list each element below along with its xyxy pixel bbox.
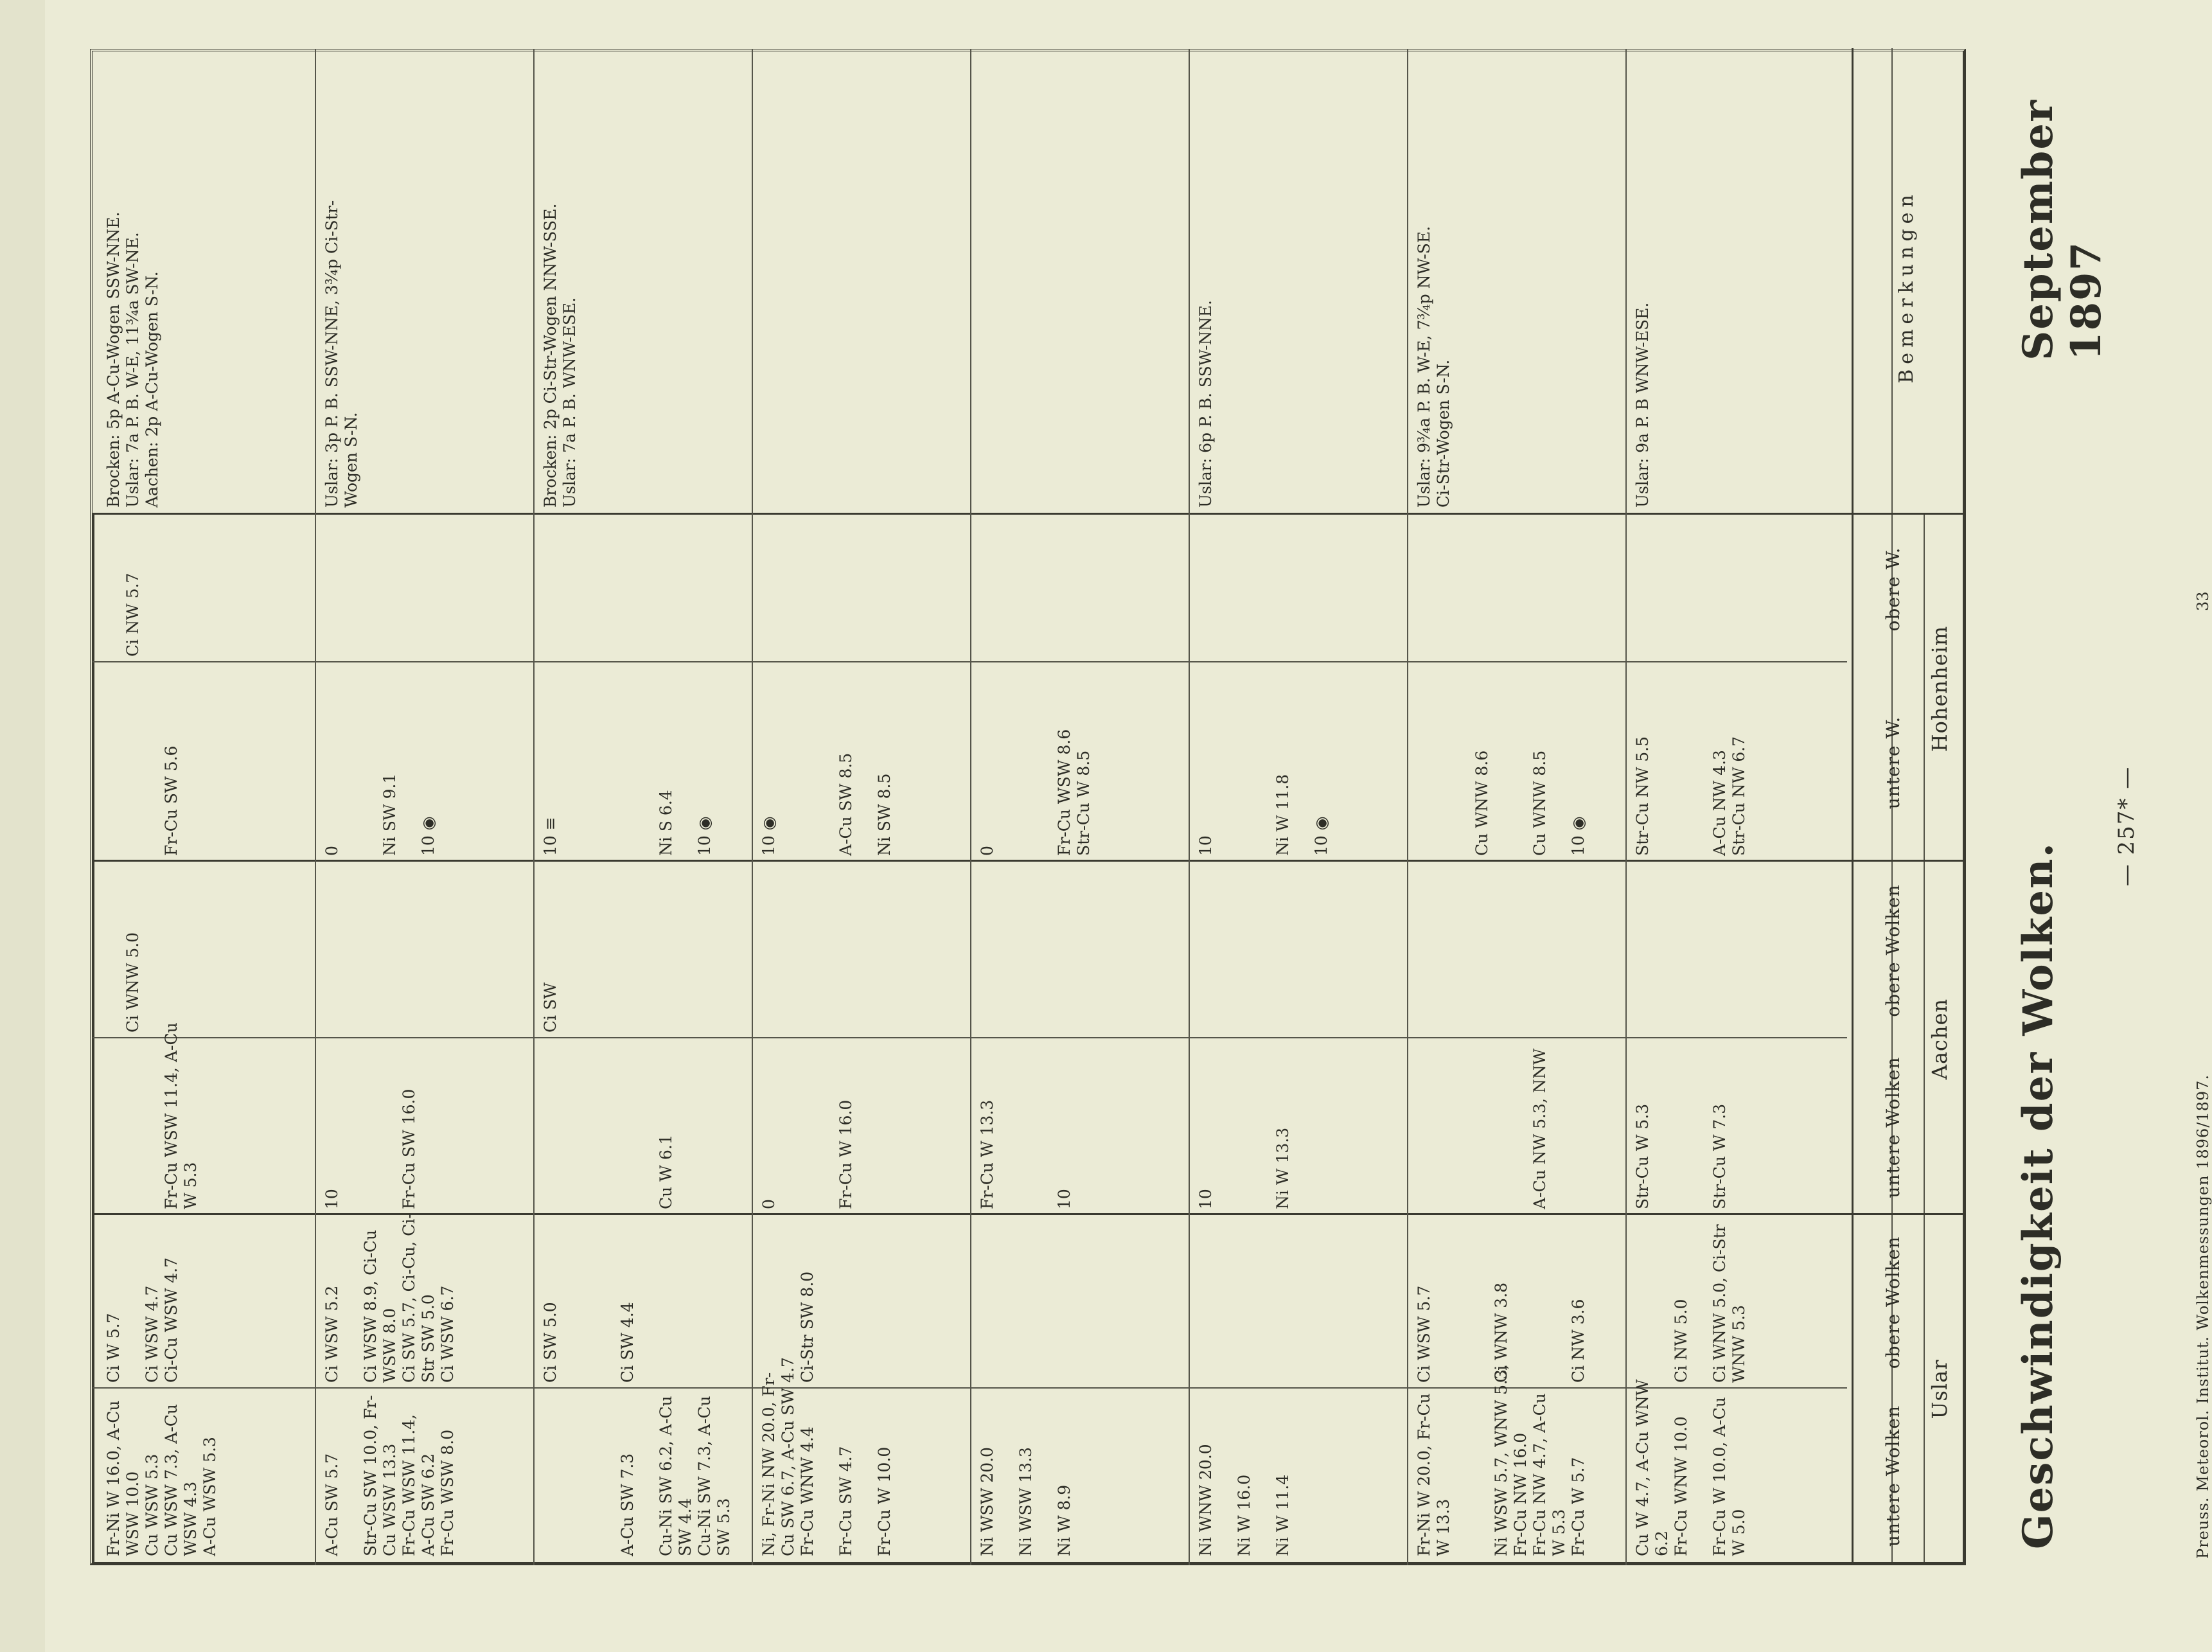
subheader-uslar-1: obere Wolken: [1882, 1236, 1904, 1369]
cell-uslar-ob: Ci NW 5.0 Ci WNW 5.0, Ci-Str WNW 5.3: [1672, 1224, 1748, 1383]
cell-hoh-unt: 10 ◉ A-Cu SW 8.5 Ni SW 8.5: [759, 752, 894, 856]
cell-aachen-unt: 0 Fr-Cu W 16.0: [759, 1099, 855, 1209]
row-separator: [752, 49, 753, 1565]
row-separator: [1189, 49, 1190, 1565]
subheader-uslar-0: untere Wolken: [1882, 1405, 1904, 1547]
cell-hoh-ob: Ci NW 5.7: [123, 573, 142, 657]
group-header-uslar: Uslar: [1927, 1359, 1952, 1419]
cell-uslar-unt: Ni, Fr-Ni NW 20.0, Fr- Cu SW 6.7, A-Cu SW 4.7 Fr-Cu WNW 4.4 Fr-Cu SW 4.7 Fr-Cu W 10.0: [759, 1357, 894, 1556]
cell-uslar-unt: Cu W 4.7, A-Cu WNW 6.2 Fr-Cu WNW 10.0 Fr-Cu W 10.0, A-Cu W 5.0: [1633, 1379, 1748, 1556]
subheader-hohenheim-1: obere W.: [1882, 547, 1904, 632]
cell-hoh-unt: 0 Ni SW 9.1 10 ◉: [323, 773, 438, 856]
cell-hoh-unt: Cu WNW 8.6 Cu WNW 8.5 10 ◉: [1473, 750, 1588, 856]
footer-sheet: 33: [2194, 591, 2212, 611]
cell-hoh-unt: 0 Fr-Cu WSW 8.6 Str-Cu W 8.5: [978, 729, 1093, 856]
row-separator: [533, 49, 535, 1565]
subheader-aachen-0: untere Wolken: [1882, 1056, 1904, 1198]
cell-hoh-unt: 10 ≡ Ni S 6.4 10 ◉: [541, 790, 714, 856]
cell-hoh-unt: Fr-Cu SW 5.6: [162, 745, 181, 856]
cell-hoh-unt: Str-Cu NW 5.5 A-Cu NW 4.3 Str-Cu NW 6.7: [1633, 736, 1748, 856]
cell-remarks: Brocken: 2p Ci-Str-Wogen NNW-SSE. Uslar: 7a P. B. WNW-ESE.: [541, 203, 579, 508]
cell-hoh-unt: 10 Ni W 11.8 10 ◉: [1196, 774, 1331, 856]
cell-uslar-unt: Ni WNW 20.0 Ni W 16.0 Ni W 11.4: [1196, 1444, 1292, 1556]
cell-uslar-ob: Ci WSW 5.2 Ci WSW 8.9, Ci-Cu WSW 8.0 Ci SW 5.7, Ci-Cu, Ci- Str SW 5.0 Ci WSW 6.7: [323, 1213, 457, 1383]
row-separator: [1625, 49, 1627, 1565]
remarks-header: Bemerkungen: [1895, 190, 1918, 384]
cell-aachen-unt: Fr-Cu W 13.3 10: [978, 1099, 1074, 1209]
cell-remarks: Uslar: 9a P. B WNW-ESE.: [1633, 302, 1652, 508]
cell-remarks: Brocken: 5p A-Cu-Wogen SSW-NNE. Uslar: 7a P. B. W-E, 11¾a SW-NE. Aachen: 2p A-Cu-Wogen S-N.: [104, 211, 161, 508]
month-label: September 1897: [2014, 99, 2110, 360]
cell-uslar-ob: Ci W 5.7 Ci WSW 4.7 Ci-Cu WSW 4.7: [104, 1257, 181, 1383]
cell-aachen-unt: Fr-Cu WSW 11.4, A-Cu W 5.3: [162, 1022, 200, 1209]
subheader-aachen-1: obere Wolken: [1882, 884, 1904, 1017]
cell-aachen-unt: Cu W 6.1: [657, 1134, 675, 1209]
row-separator: [315, 49, 316, 1565]
cell-uslar-unt: A-Cu SW 5.7 Str-Cu SW 10.0, Fr- Cu WSW 13.3 Fr-Cu WSW 11.4, A-Cu SW 6.2 Fr-Cu WSW 8.0: [323, 1395, 457, 1556]
page-title: Geschwindigkeit der Wolken.: [2014, 842, 2062, 1549]
cell-uslar-unt: Fr-Ni W 16.0, A-Cu WSW 10.0 Cu WSW 5.3 Cu WSW 7.3, A-Cu WSW 4.3 A-Cu WSW 5.3: [104, 1400, 219, 1556]
group-header-aachen: Aachen: [1927, 998, 1952, 1080]
cell-uslar-unt: Ni WSW 20.0 Ni WSW 13.3 Ni W 8.9: [978, 1447, 1074, 1556]
cell-aachen-ob: Ci SW: [541, 982, 560, 1033]
footer-institute: Preuss. Meteorol. Institut. Wolkenmessungen 1896/1897.: [2194, 1074, 2212, 1559]
cell-uslar-unt: Fr-Ni W 20.0, Fr-Cu W 13.3 Ni WSW 5.7, WNW 5.3, Fr-Cu NW 16.0 Fr-Cu NW 4.7, A-Cu W 5.3 Fr-Cu W 5.7: [1415, 1364, 1588, 1556]
page-number: — 257* —: [2114, 765, 2139, 887]
cell-aachen-ob: Ci WNW 5.0: [123, 932, 142, 1033]
cell-remarks: Uslar: 9¾a P. B. W-E, 7¾p NW-SE. Ci-Str-Wogen S-N.: [1415, 226, 1453, 508]
cell-aachen-unt: 10 Fr-Cu SW 16.0: [323, 1088, 418, 1209]
cell-uslar-ob: Ci SW 5.0 Ci SW 4.4: [541, 1302, 637, 1383]
cell-aachen-unt: 10 Ni W 13.3: [1196, 1127, 1292, 1209]
cell-remarks: Uslar: 3p P. B. SSW-NNE, 3¾p Ci-Str- Wogen S-N.: [323, 200, 360, 508]
row-separator: [970, 49, 971, 1565]
cell-uslar-ob: Ci WSW 5.7 Ci WNW 3.8 Ci NW 3.6: [1415, 1282, 1588, 1383]
cell-uslar-unt: A-Cu SW 7.3 Cu-Ni SW 6.2, A-Cu SW 4.4 Cu-Ni SW 7.3, A-Cu SW 5.3: [618, 1396, 733, 1556]
cell-uslar-ob: Ci-Str SW 8.0: [798, 1271, 817, 1383]
group-header-hohenheim: Hohenheim: [1927, 625, 1952, 752]
row-separator: [1407, 49, 1408, 1565]
cell-remarks: Uslar: 6p P. B. SSW-NNE.: [1196, 300, 1215, 508]
subheader-hohenheim-0: untere W.: [1882, 716, 1904, 810]
cell-aachen-unt: A-Cu NW 5.3, NNW: [1530, 1048, 1549, 1209]
cell-aachen-unt: Str-Cu W 5.3 Str-Cu W 7.3: [1633, 1103, 1729, 1209]
